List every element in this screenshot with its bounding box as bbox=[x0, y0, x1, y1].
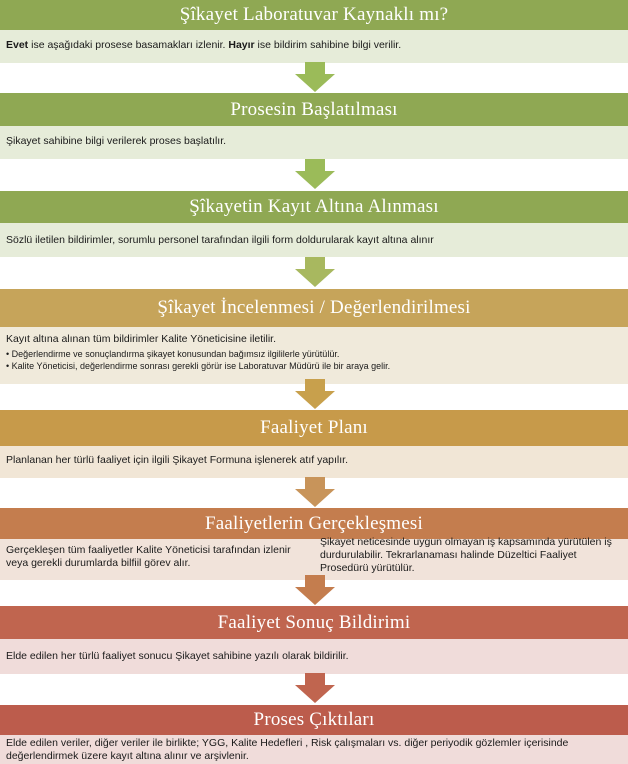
step-1-header bbox=[0, 0, 628, 30]
step-4-bullet-2: • Kalite Yöneticisi, değerlendirme sonrası gerekli görür ise Laboratuvar Müdürü ile bir araya gelir. bbox=[6, 360, 622, 372]
step-4-header bbox=[0, 289, 628, 327]
step-5-body bbox=[0, 446, 628, 478]
step-5-text: Planlanan her türlü faaliyet için ilgili Şikayet Formuna işlenerek atıf yapılır. bbox=[6, 454, 348, 466]
step-1-bold-no: Hayır bbox=[228, 39, 255, 51]
step-8-header bbox=[0, 705, 628, 735]
step-5-header bbox=[0, 410, 628, 446]
step-6-right-text: Şikayet neticesinde uygun olmayan iş kapsamında yürütülen iş durdurulabilir. Tekrarlanaması halinde Düzeltici Faaliyet Prosedürü yürütülür. bbox=[320, 536, 612, 574]
step-3-header bbox=[0, 191, 628, 223]
step-7-title: Faaliyet Sonuç Bildirimi bbox=[217, 611, 411, 633]
step-1-bold-yes: Evet bbox=[6, 39, 29, 51]
step-1-body bbox=[0, 30, 628, 63]
arrow-down-icon bbox=[295, 575, 335, 605]
step-7-header bbox=[0, 606, 628, 639]
step-1-title: Şîkayet Laboratuvar Kaynaklı mı? bbox=[179, 4, 449, 25]
step-1-text-a: ise aşağıdaki prosese basamakları izlenir. bbox=[28, 39, 229, 51]
step-2-text: Şikayet sahibine bilgi verilerek proses başlatılır. bbox=[6, 135, 227, 147]
step-6-left-text: Gerçekleşen tüm faaliyetler Kalite Yöneticisi tarafından izlenir veya gerekli durumlarda bilfiil görev alır. bbox=[6, 544, 291, 569]
step-8-body bbox=[0, 735, 628, 764]
step-2-header bbox=[0, 93, 628, 126]
step-5-title: Faaliyet Planı bbox=[260, 417, 368, 438]
step-6-header bbox=[0, 508, 628, 539]
step-8-text: Elde edilen veriler, diğer veriler ile birlikte; YGG, Kalite Hedefleri , Risk çalışmaları vs. diğer periyodik gözlemler içerisinde değerlendirmek üzere kayıt altına alınır ve arşivlenir. bbox=[6, 737, 569, 762]
step-8-title: Proses Çıktıları bbox=[253, 709, 375, 730]
step-7-body bbox=[0, 639, 628, 674]
step-3-body bbox=[0, 223, 628, 257]
step-3-title: Şîkayetin Kayıt Altına Alınması bbox=[189, 196, 439, 217]
arrow-down-icon bbox=[295, 673, 335, 703]
arrow-down-icon bbox=[295, 477, 335, 507]
step-7-text: Elde edilen her türlü faaliyet sonucu Şikayet sahibine yazılı olarak bildirilir. bbox=[6, 650, 349, 662]
step-6-body bbox=[0, 536, 628, 580]
arrow-down-icon bbox=[295, 62, 335, 92]
arrow-down-icon bbox=[295, 159, 335, 189]
step-2-body bbox=[0, 126, 628, 159]
arrow-down-icon bbox=[295, 257, 335, 287]
step-4-bullet-1: • Değerlendirme ve sonuçlandırma şikayet konusundan bağımsız ilgililerle yürütülür. bbox=[6, 348, 622, 360]
step-4-text: Kayıt altına alınan tüm bildirimler Kalite Yöneticisine iletilir. bbox=[6, 333, 277, 345]
step-2-title: Prosesin Başlatılması bbox=[230, 98, 398, 120]
step-4-title: Şîkayet İncelenmesi / Değerlendirilmesi bbox=[157, 297, 471, 318]
step-4-body bbox=[0, 327, 628, 384]
step-1-text-b: ise bildirim sahibine bilgi verilir. bbox=[254, 39, 402, 51]
step-6-title: Faaliyetlerin Gerçekleşmesi bbox=[204, 512, 423, 534]
step-4-bullet-list bbox=[6, 348, 622, 372]
arrow-down-icon bbox=[295, 379, 335, 409]
step-3-text: Sözlü iletilen bildirimler, sorumlu personel tarafından ilgili form doldurularak kayıt altına alınır bbox=[6, 234, 434, 246]
